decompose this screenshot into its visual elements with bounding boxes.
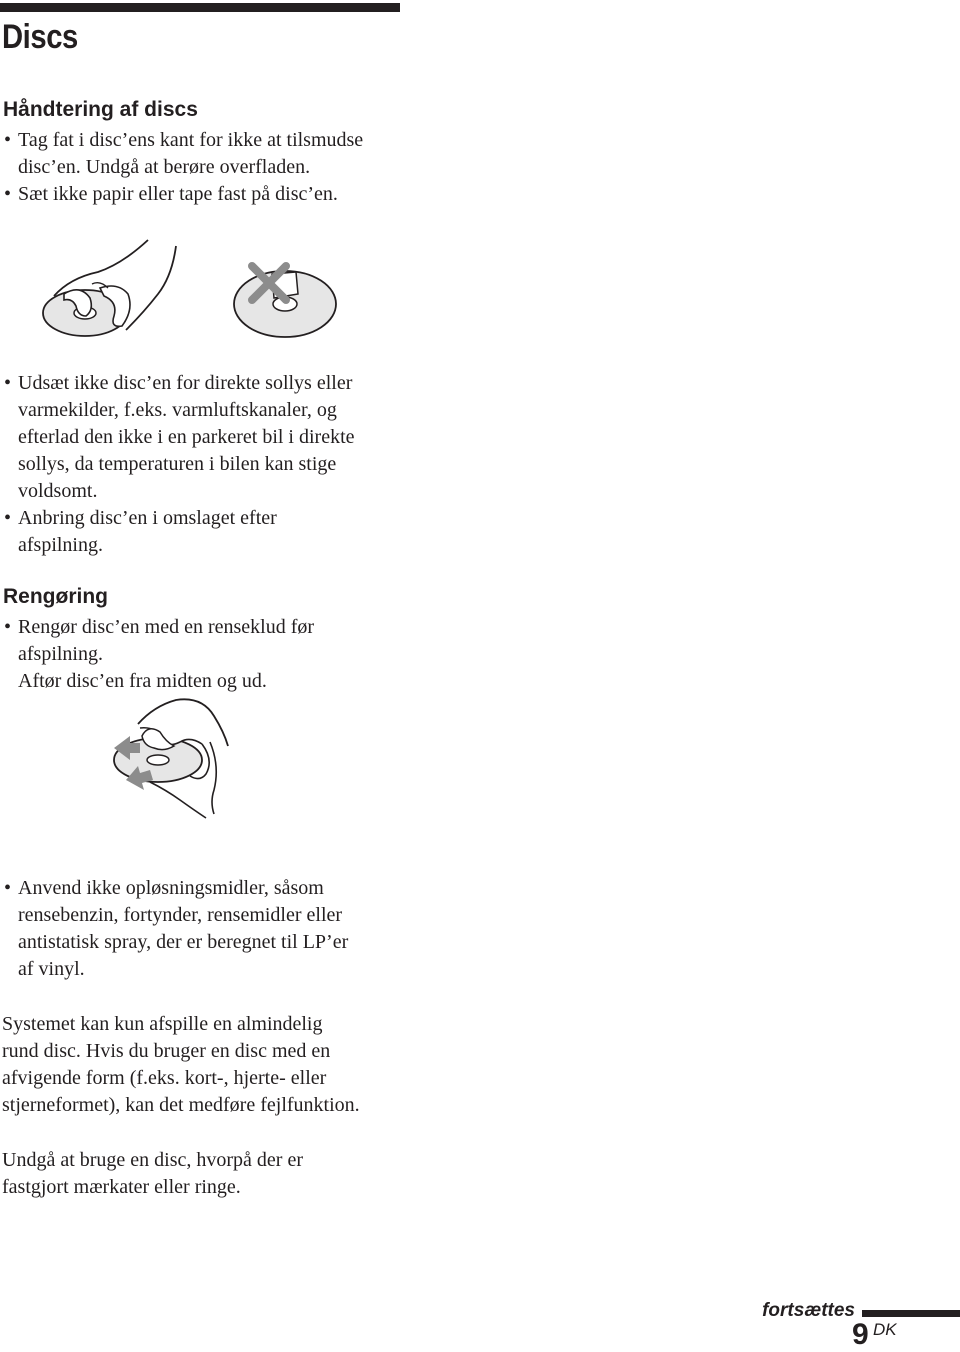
paragraph-labels-rings-line-2: fastgjort mærkater eller ringe.	[2, 1176, 241, 1198]
paragraph-labels-rings	[2, 1147, 303, 1201]
handling-bullet-3-line-4: sollys, da temperaturen i bilen kan stige	[18, 453, 337, 475]
handling-bullet-list-2	[3, 370, 355, 559]
cleaning-bullet-1-line-2: afspilning.	[18, 643, 103, 665]
continues-label: fortsættes	[762, 1300, 855, 1321]
section-heading-cleaning: Rengøring	[3, 585, 108, 608]
top-rule	[0, 3, 400, 12]
cleaning-bullet-1	[3, 614, 314, 695]
page-language-code: DK	[873, 1320, 897, 1339]
handling-bullet-3	[3, 370, 355, 505]
footer-rule	[862, 1310, 960, 1317]
handling-bullet-1	[3, 127, 363, 181]
section-heading-handling: Håndtering af discs	[3, 98, 198, 121]
page-number: 9	[852, 1318, 869, 1351]
cleaning-bullet-2	[3, 875, 348, 983]
handling-bullet-1-line-2: disc’en. Undgå at berøre overfladen.	[18, 156, 311, 178]
paragraph-disc-shape	[2, 1011, 360, 1119]
handling-bullet-4	[3, 505, 355, 559]
paragraph-disc-shape-line-4: stjerneformet), kan det medføre fejlfunktion.	[2, 1094, 360, 1116]
cleaning-bullet-2-line-3: antistatisk spray, der er beregnet til LP’er	[18, 931, 349, 953]
paragraph-disc-shape-line-1: Systemet kan kun afspille en almindelig	[2, 1013, 323, 1035]
hand-wiping-disc-illustration	[110, 696, 234, 820]
handling-bullet-3-line-3: efterlad den ikke i en parkeret bil i direkte	[18, 426, 355, 448]
disc-with-tape-crossed-illustration	[230, 260, 340, 342]
handling-bullet-4-line-2: afspilning.	[18, 534, 103, 556]
handling-bullet-4-line-1: Anbring disc’en i omslaget efter	[18, 507, 277, 529]
cleaning-bullet-list-2	[3, 875, 348, 983]
paragraph-disc-shape-line-2: rund disc. Hvis du bruger en disc med en	[2, 1040, 331, 1062]
handling-bullet-3-line-5: voldsomt.	[18, 480, 98, 502]
cleaning-bullet-2-line-2: rensebenzin, fortynder, rensemidler eller	[18, 904, 343, 926]
handling-bullet-1-line-1: Tag fat i disc’ens kant for ikke at tilsmudse	[18, 129, 364, 151]
cleaning-bullet-2-line-4: af vinyl.	[18, 958, 85, 980]
cleaning-bullet-list	[3, 614, 314, 695]
hand-holding-disc-illustration	[40, 236, 180, 342]
handling-bullet-3-line-2: varmekilder, f.eks. varmluftskanaler, og	[18, 399, 337, 421]
paragraph-disc-shape-line-3: afvigende form (f.eks. kort-, hjerte- eller	[2, 1067, 327, 1089]
handling-bullet-3-line-1: Udsæt ikke disc’en for direkte sollys eller	[18, 372, 353, 394]
handling-bullet-2	[3, 181, 363, 208]
page-title: Discs	[2, 18, 78, 56]
cleaning-bullet-1-line-1: Rengør disc’en med en renseklud før	[18, 616, 315, 638]
handling-bullet-2-line-1: Sæt ikke papir eller tape fast på disc’en.	[18, 183, 338, 205]
paragraph-labels-rings-line-1: Undgå at bruge en disc, hvorpå der er	[2, 1149, 303, 1171]
handling-bullet-list	[3, 127, 363, 208]
cleaning-bullet-1-line-3: Aftør disc’en fra midten og ud.	[18, 670, 267, 692]
cleaning-bullet-2-line-1: Anvend ikke opløsningsmidler, såsom	[18, 877, 324, 899]
